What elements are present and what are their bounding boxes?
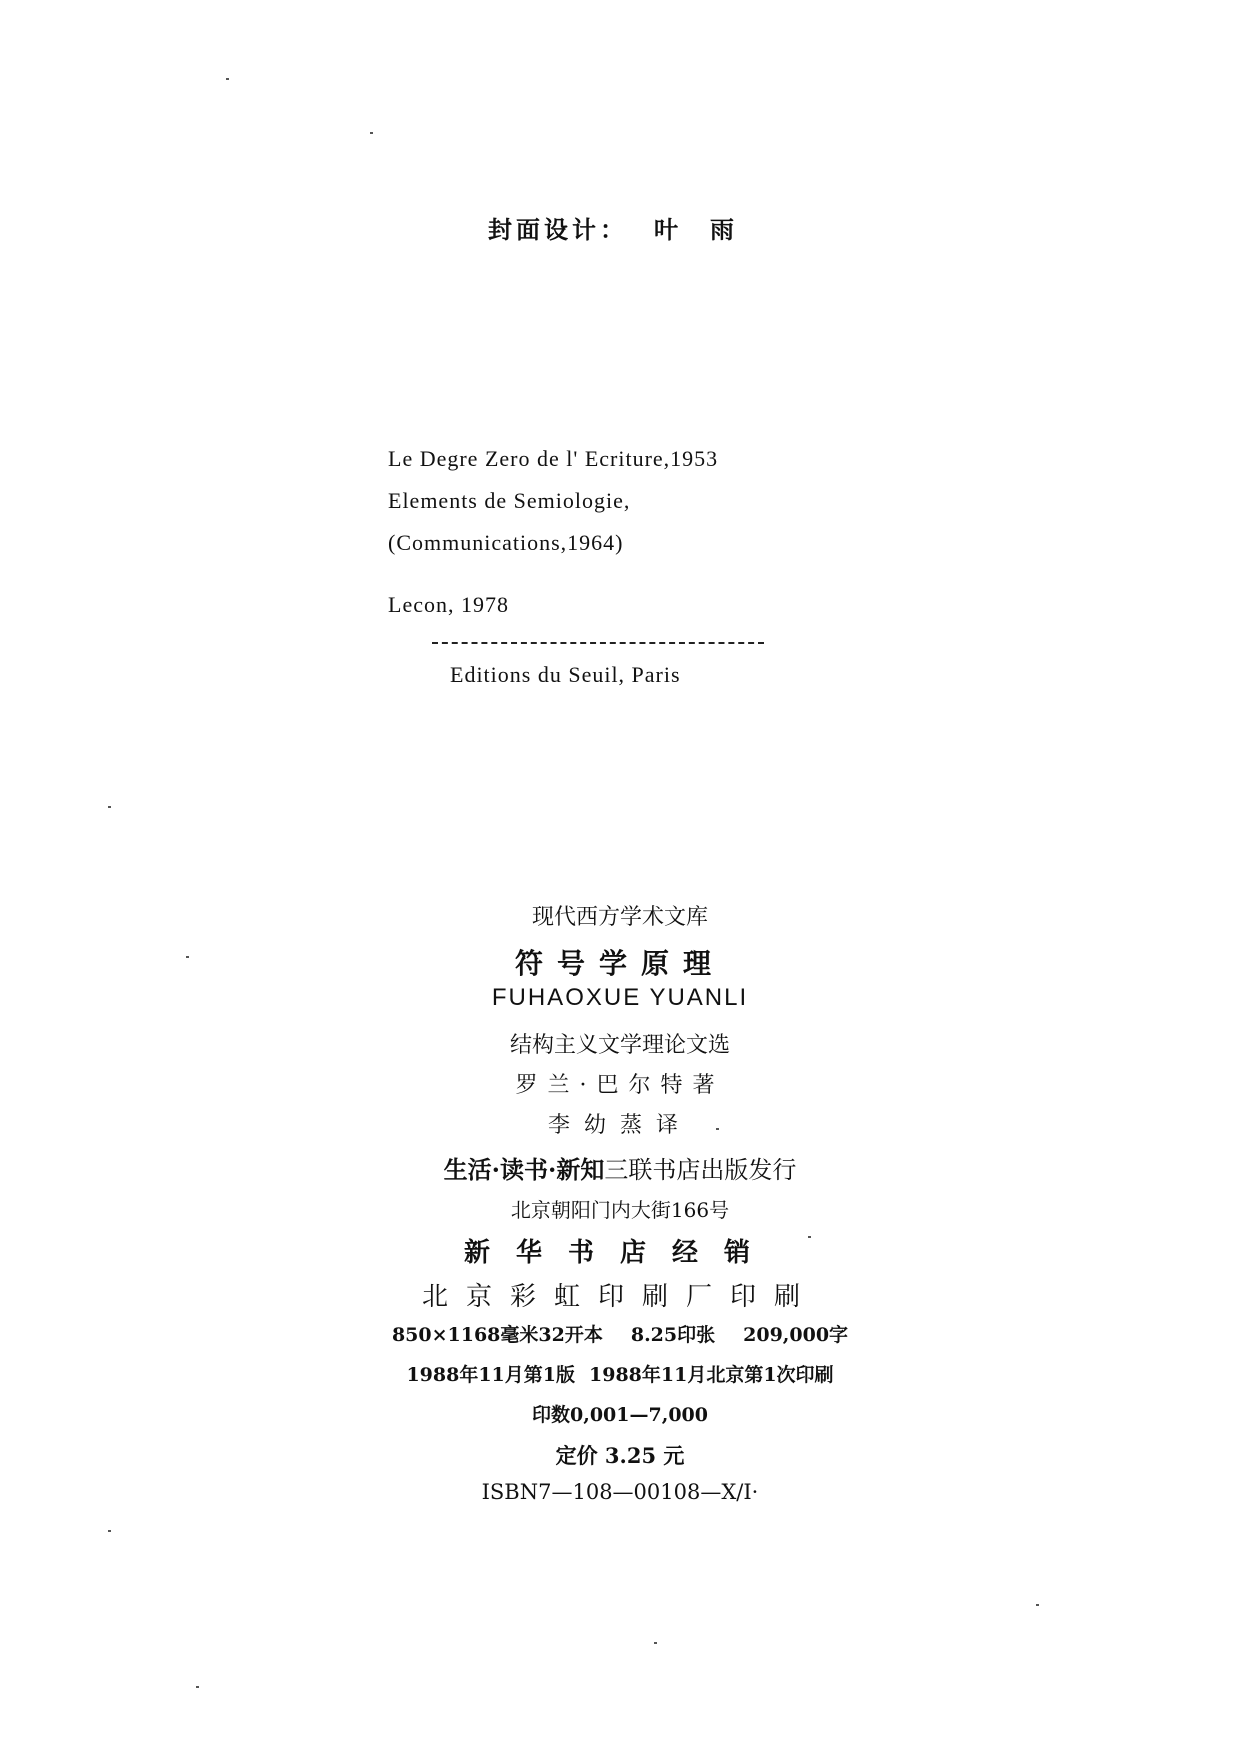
scan-speck (108, 1530, 111, 1532)
format-size: 850×1168毫米32开本 (391, 1324, 603, 1346)
book-title: 符号学原理 (514, 947, 725, 980)
scan-speck (108, 806, 111, 808)
printer-line: 北京彩虹印刷厂印刷 (421, 1282, 818, 1312)
original-title-4: Lecon, 1978 (388, 592, 509, 617)
scan-speck (716, 1128, 719, 1130)
scan-speck (196, 1686, 199, 1688)
original-title-3: (Communications,1964) (388, 530, 624, 555)
publisher-rest: 三联书店出版发行 (604, 1156, 797, 1184)
publisher-address: 北京朝阳门内大街166号 (510, 1198, 730, 1222)
scan-speck (654, 1642, 657, 1644)
price-line: 定价 3.25 元 (555, 1443, 685, 1468)
original-title-1: Le Degre Zero de l' Ecriture,1953 (388, 446, 719, 471)
word-count: 209,000字 (743, 1324, 849, 1346)
edition-line (0, 1360, 1240, 1387)
publisher-brand: 生活·读书·新知 (443, 1155, 605, 1184)
series-name: 现代西方学术文库 (531, 905, 708, 930)
original-title-2: Elements de Semiologie, (388, 488, 631, 513)
original-publisher: Editions du Seuil, Paris (450, 662, 681, 687)
book-title-pinyin: FUHAOXUE YUANLI (491, 984, 749, 1011)
translator-line: 李幼蒸译 (547, 1113, 692, 1138)
scan-speck (186, 956, 189, 958)
scan-speck (226, 78, 229, 80)
scan-speck (370, 132, 373, 134)
cover-design-credit (488, 210, 738, 245)
scan-speck (808, 1236, 811, 1238)
printing-info: 1988年11月北京第1次印刷 (589, 1364, 834, 1386)
book-subtitle: 结构主义文学理论文选 (509, 1033, 730, 1058)
author-line: 罗兰·巴尔特著 (515, 1073, 725, 1098)
cover-designer: 叶 雨 (654, 215, 738, 244)
sheet-count: 8.25印张 (630, 1324, 716, 1346)
edition-info: 1988年11月第1版 (406, 1364, 575, 1386)
isbn-line: ISBN7—108—00108—X/I· (481, 1480, 759, 1504)
publisher-line (0, 1150, 1240, 1185)
cover-design-label: 封面设计： (488, 215, 628, 244)
divider-rule (432, 642, 764, 644)
distributor-line: 新华书店经销 (463, 1238, 776, 1268)
print-run: 印数0,001—7,000 (532, 1404, 708, 1426)
format-specs (0, 1320, 1240, 1347)
scan-speck (1036, 1604, 1039, 1606)
